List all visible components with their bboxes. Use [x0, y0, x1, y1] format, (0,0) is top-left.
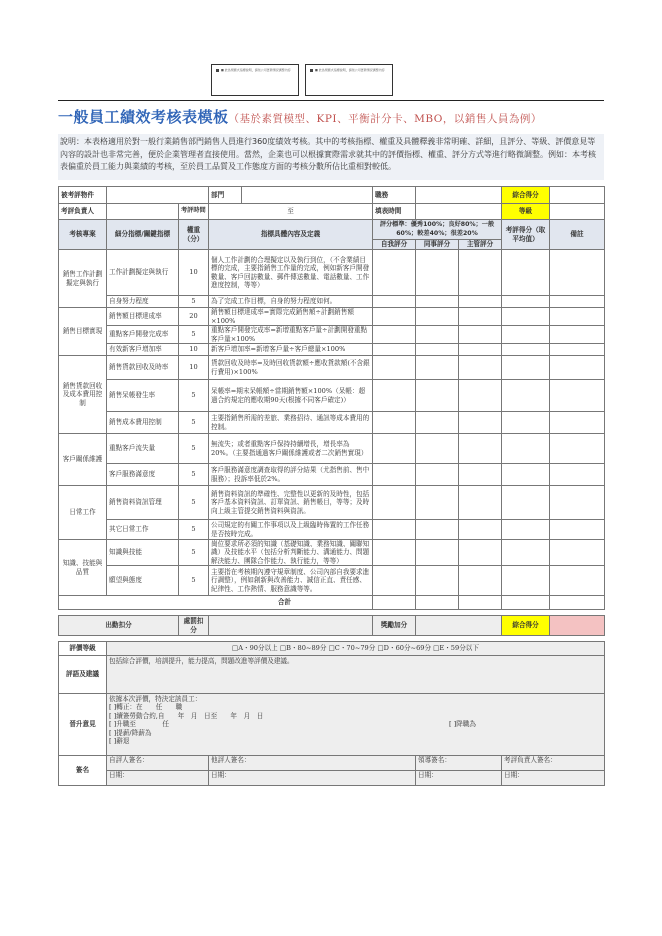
rating-option-b[interactable]: □B・80~89分: [279, 644, 327, 653]
boss-score[interactable]: [459, 434, 502, 464]
sub-indicator: 重點客戶開發完成率: [107, 326, 179, 344]
sub-indicator: 銷售呆帳發生率: [107, 380, 179, 412]
table-row: [59, 296, 605, 308]
self-score[interactable]: [373, 540, 416, 566]
bonus-label: 獎勵加分: [373, 616, 416, 636]
boss-score[interactable]: [459, 250, 502, 296]
table-row: [59, 434, 605, 464]
avg-score[interactable]: [502, 296, 550, 308]
avg-score[interactable]: [502, 356, 550, 380]
avg-score[interactable]: [502, 566, 550, 596]
self-score[interactable]: [373, 296, 416, 308]
sub-indicator: 銷售成本費用控制: [107, 412, 179, 434]
description-box: 說明：本表格適用於對一般行業銷售部門銷售人員進行360度績效考核。其中的考核指標、權重及具體釋義非常明確、詳細，且評分、等級、評價意見等內容的設計也非常完善，便於企業管理者直接使用。當然，企業也可以根據實際需求就其中的評價指標、權重、評分方式等進行略微調整。例如：本考核表偏重於員工能力與業績的考核，至於員工品質及工作態度方面的考核分數所佔比重相對較低。: [58, 134, 604, 180]
indicator-detail: 無流失；或者重點客戶保持持續增長，增長率為20%。（主要指通過客戶關係維護或者二次銷售實現）: [209, 434, 373, 464]
boss-score[interactable]: [459, 464, 502, 486]
note-cell[interactable]: [550, 250, 605, 296]
indicator-detail: 銷售資料資訊的準確性、完整性以更新的及時性，包括客戶基本資料資訊、訂單資訊、銷售帳目，等等；及時向上級主管提交銷售資料與資訊。: [209, 486, 373, 520]
weight-value: 5: [179, 566, 209, 596]
sub-indicator: 銷售資料資訊管理: [107, 486, 179, 520]
weight-value: 5: [179, 326, 209, 344]
boss-score[interactable]: [459, 566, 502, 596]
position-label: 職務: [373, 187, 416, 204]
note-cell[interactable]: [550, 520, 605, 540]
peer-score[interactable]: [416, 520, 459, 540]
total-row: [59, 596, 605, 610]
total-score-value[interactable]: [550, 187, 605, 204]
boss-score[interactable]: [459, 296, 502, 308]
appraisal-table: [58, 186, 605, 786]
self-score[interactable]: [373, 486, 416, 520]
sub-indicator: 重點客戶流失量: [107, 434, 179, 464]
thumbnail-2: ■ 此為規範式指標說明，請依公司實際情況調整內容: [305, 64, 393, 96]
weight-value: 10: [179, 250, 209, 296]
avg-score[interactable]: [502, 486, 550, 520]
boss-score[interactable]: [459, 380, 502, 412]
evaluatee-value[interactable]: [107, 187, 209, 204]
table-row: [59, 380, 605, 412]
penalty-deduct-value[interactable]: [209, 616, 373, 636]
col-peer: 同事評分: [416, 240, 459, 250]
self-score[interactable]: [373, 412, 416, 434]
table-row: [59, 356, 605, 380]
note-cell[interactable]: [550, 356, 605, 380]
boss-score[interactable]: [459, 540, 502, 566]
peer-score[interactable]: [416, 344, 459, 356]
table-row: [59, 486, 605, 520]
weight-value: 5: [179, 296, 209, 308]
column-header-row: [59, 220, 605, 240]
thumbnail-strip: [211, 64, 393, 96]
grade-label: 等級: [502, 204, 550, 220]
peer-score[interactable]: [416, 540, 459, 566]
promotion-field[interactable]: 依據本次評價，特決定該員工： [ ]轉正：在 任 職 [ ]續簽勞動合約,自 年 月 日至 年 月 日 [ ]升職至 任 [ ]降職為 [ ]提薪/降薪為 [ ]辭退: [107, 694, 605, 756]
total-avg[interactable]: [502, 596, 550, 610]
self-score[interactable]: [373, 434, 416, 464]
weight-value: 5: [179, 540, 209, 566]
indicator-detail: 公司規定的有關工作事項以及上級臨時佈置的工作任務是否按時完成。: [209, 520, 373, 540]
period-to[interactable]: 至: [209, 204, 373, 220]
table-row: [59, 464, 605, 486]
weight-value: 20: [179, 308, 209, 326]
peer-score[interactable]: [416, 356, 459, 380]
rating-option-e[interactable]: □E・59分以下: [433, 644, 479, 653]
rating-option-c[interactable]: □C・70~79分: [328, 644, 376, 653]
promotion-row: [59, 694, 605, 756]
self-score[interactable]: [373, 326, 416, 344]
attendance-deduct-label: 出勤扣分: [59, 616, 179, 636]
weight-value: 5: [179, 464, 209, 486]
title-block: [58, 106, 604, 127]
note-cell[interactable]: [550, 326, 605, 344]
note-cell[interactable]: [550, 486, 605, 520]
rating-row: [59, 642, 605, 656]
sub-indicator: 自身努力程度: [107, 296, 179, 308]
leader-sign[interactable]: 領導簽名： 日期：: [416, 756, 502, 786]
indicator-detail: 呆帳率=期末呆帳額÷當期銷售額×100%（呆帳：超過合約規定的應收期90天(根據不同客戶確定)）: [209, 380, 373, 412]
peer-score[interactable]: [416, 308, 459, 326]
weight-value: 5: [179, 412, 209, 434]
indicator-detail: 主要指在考核期內遵守規章制度、公司內部自我要求進行調整），例如創新與改善能力、誠信正直、責任感、紀律性、工作熱情、服務意識等等。: [209, 566, 373, 596]
total-boss[interactable]: [459, 596, 502, 610]
col-criteria: 評分標準：優秀100%；良好80%；一般60%；較差40%；很差20%: [373, 220, 502, 240]
rating-option-d[interactable]: □D・60分~69分: [377, 644, 432, 653]
col-self: 自我評分: [373, 240, 416, 250]
weight-value: 5: [179, 520, 209, 540]
title-rule: [58, 100, 604, 101]
peer-score[interactable]: [416, 434, 459, 464]
group-name: 知識、技能與品質: [59, 540, 107, 596]
total-peer[interactable]: [416, 596, 459, 610]
thumbnail-1: ■ 此為規範式指標說明，請依公司實際情況調整內容: [211, 64, 299, 96]
other-sign[interactable]: 他評人簽名： 日期：: [209, 756, 416, 786]
note-cell[interactable]: [550, 464, 605, 486]
peer-score[interactable]: [416, 326, 459, 344]
boss-score[interactable]: [459, 344, 502, 356]
comments-row: [59, 656, 605, 694]
total-score-label: 綜合得分: [502, 187, 550, 204]
weight-value: 5: [179, 434, 209, 464]
col-sub: 細分指標/關鍵指標: [107, 220, 179, 250]
avg-score[interactable]: [502, 326, 550, 344]
indicator-detail: 重點客戶開發完成率=新增重點客戶量÷計劃開發重點客戶量×100%: [209, 326, 373, 344]
indicator-detail: 為了完成工作目標，自身的努力程度如何。: [209, 296, 373, 308]
weight-value: 5: [179, 486, 209, 520]
col-weight: 權重（分）: [179, 220, 209, 250]
table-row: [59, 520, 605, 540]
self-score[interactable]: [373, 250, 416, 296]
avg-score[interactable]: [502, 412, 550, 434]
sub-indicator: 有效新客戶增加率: [107, 344, 179, 356]
penalty-deduct-label: 處罰扣分: [179, 616, 209, 636]
note-cell[interactable]: [550, 308, 605, 326]
avg-score[interactable]: [502, 380, 550, 412]
avg-score[interactable]: [502, 434, 550, 464]
rating-label: 評價等級: [59, 642, 107, 656]
table-row: [59, 344, 605, 356]
indicator-detail: 主要指銷售所需的差旅、業務招待、通訊等成本費用的控制。: [209, 412, 373, 434]
note-cell[interactable]: [550, 566, 605, 596]
col-note: 備註: [550, 220, 605, 250]
bonus-value[interactable]: [416, 616, 502, 636]
indicator-detail: 客戶服務滿意度調查取得的評分結果（尤指售前、售中服務）；投訴率低於2%。: [209, 464, 373, 486]
boss-score[interactable]: [459, 486, 502, 520]
avg-score[interactable]: [502, 540, 550, 566]
peer-score[interactable]: [416, 464, 459, 486]
table-row: [59, 540, 605, 566]
col-item: 考核專案: [59, 220, 107, 250]
boss-score[interactable]: [459, 308, 502, 326]
col-boss: 主管評分: [459, 240, 502, 250]
group-name: 日常工作: [59, 486, 107, 540]
total-self[interactable]: [373, 596, 416, 610]
peer-score[interactable]: [416, 566, 459, 596]
fill-date-label: 填表時間: [373, 204, 416, 220]
weight-value: 10: [179, 356, 209, 380]
avg-score[interactable]: [502, 520, 550, 540]
group-name: 銷售貨款回收及成本費用控制: [59, 356, 107, 434]
col-detail: 指標具體內容及定義: [209, 220, 373, 250]
peer-score[interactable]: [416, 380, 459, 412]
table-row: [59, 566, 605, 596]
bullet-icon: [310, 69, 313, 72]
avg-score[interactable]: [502, 250, 550, 296]
signature-label: 簽名: [59, 756, 107, 786]
grade-value[interactable]: [550, 204, 605, 220]
sub-indicator: 工作計劃擬定與執行: [107, 250, 179, 296]
indicator-detail: 銷售額目標達成率=實際完成銷售額÷計劃銷售額×100%: [209, 308, 373, 326]
weight-value: 5: [179, 380, 209, 412]
sub-indicator: 銷售貨款回收及時率: [107, 356, 179, 380]
self-score[interactable]: [373, 308, 416, 326]
self-score[interactable]: [373, 356, 416, 380]
table-row: [59, 250, 605, 296]
note-cell[interactable]: [550, 296, 605, 308]
indicator-detail: 新客戶增加率=新增客戶量÷客戶總量×100%: [209, 344, 373, 356]
peer-score[interactable]: [416, 250, 459, 296]
sub-indicator: 願望與態度: [107, 566, 179, 596]
note-cell[interactable]: [550, 380, 605, 412]
boss-score[interactable]: [459, 326, 502, 344]
department-label: 部門: [209, 187, 373, 204]
final-score-value[interactable]: [550, 616, 605, 636]
deduct-row: [59, 616, 605, 636]
group-name: 銷售目標實現: [59, 308, 107, 356]
peer-score[interactable]: [416, 486, 459, 520]
evaluatee-label: 被考評物件: [59, 187, 107, 204]
rating-option-a[interactable]: □A・90分以上: [232, 644, 278, 653]
note-cell[interactable]: [550, 540, 605, 566]
self-score[interactable]: [373, 464, 416, 486]
page-subtitle: （基於素質模型、KPI、平衡計分卡、MBO，以銷售人員為例）: [228, 113, 542, 125]
note-cell[interactable]: [550, 344, 605, 356]
boss-score[interactable]: [459, 520, 502, 540]
peer-score[interactable]: [416, 296, 459, 308]
boss-score[interactable]: [459, 356, 502, 380]
period-label: 考評時間: [179, 204, 209, 220]
fill-date-value[interactable]: [416, 204, 502, 220]
final-score-label: 綜合得分: [502, 616, 550, 636]
evaluator-value[interactable]: [107, 204, 179, 220]
comments-field[interactable]: 包括綜合評價，培訓提升，能力提高，問題改進等評價及建議。: [107, 656, 605, 694]
self-score[interactable]: [373, 520, 416, 540]
rating-options: [107, 642, 605, 656]
self-score[interactable]: [373, 566, 416, 596]
avg-score[interactable]: [502, 464, 550, 486]
table-row: [59, 412, 605, 434]
self-score[interactable]: [373, 344, 416, 356]
self-sign[interactable]: 自評人簽名： 日期：: [107, 756, 209, 786]
sub-indicator: 其它日常工作: [107, 520, 179, 540]
col-score: 考評得分（取平均值）: [502, 220, 550, 250]
avg-score[interactable]: [502, 344, 550, 356]
evaluator-label: 考評負責人: [59, 204, 107, 220]
signature-row: [59, 756, 605, 786]
group-name: 客戶關係維護: [59, 434, 107, 486]
total-label: 合計: [59, 596, 373, 610]
sub-indicator: 知識與技能: [107, 540, 179, 566]
info-row-2: [59, 204, 605, 220]
table-row: [59, 326, 605, 344]
avg-score[interactable]: [502, 308, 550, 326]
page-title: 一般員工績效考核表模板（基於素質模型、KPI、平衡計分卡、MBO，以銷售人員為例）: [58, 108, 542, 126]
table-row: [59, 308, 605, 326]
bullet-icon: [216, 69, 219, 72]
self-score[interactable]: [373, 380, 416, 412]
sub-indicator: 銷售額目標達成率: [107, 308, 179, 326]
weight-value: 10: [179, 344, 209, 356]
manager-sign[interactable]: 考評負責人簽名： 日期：: [502, 756, 605, 786]
total-note[interactable]: [550, 596, 605, 610]
note-cell[interactable]: [550, 434, 605, 464]
indicator-detail: 個人工作計劃的合理擬定以及執行到位，（不含業績目標的完成，主要指銷售工作量的完成，例如新客戶開發數量、客戶回訪數量、郵件傳送數量、電話數量、工作進度控制，等等）: [209, 250, 373, 296]
note-cell[interactable]: [550, 412, 605, 434]
comments-label: 評語及建議: [59, 656, 107, 694]
boss-score[interactable]: [459, 412, 502, 434]
sub-indicator: 客戶服務滿意度: [107, 464, 179, 486]
promotion-label: 晉升意見: [59, 694, 107, 756]
position-value[interactable]: [416, 187, 502, 204]
info-row-1: [59, 187, 605, 204]
indicator-detail: 崗位要求所必須的知識（基礎知識、業務知識、關聯知識）及技能水平（包括分析判斷能力、溝通能力、問題解決能力、團隊合作能力、執行能力，等等）: [209, 540, 373, 566]
indicator-detail: 貨款回收及時率=及時回收貨款額÷應收貨款額(不含銀行費用)×100%: [209, 356, 373, 380]
group-name: 銷售工作計劃擬定與執行: [59, 250, 107, 308]
peer-score[interactable]: [416, 412, 459, 434]
